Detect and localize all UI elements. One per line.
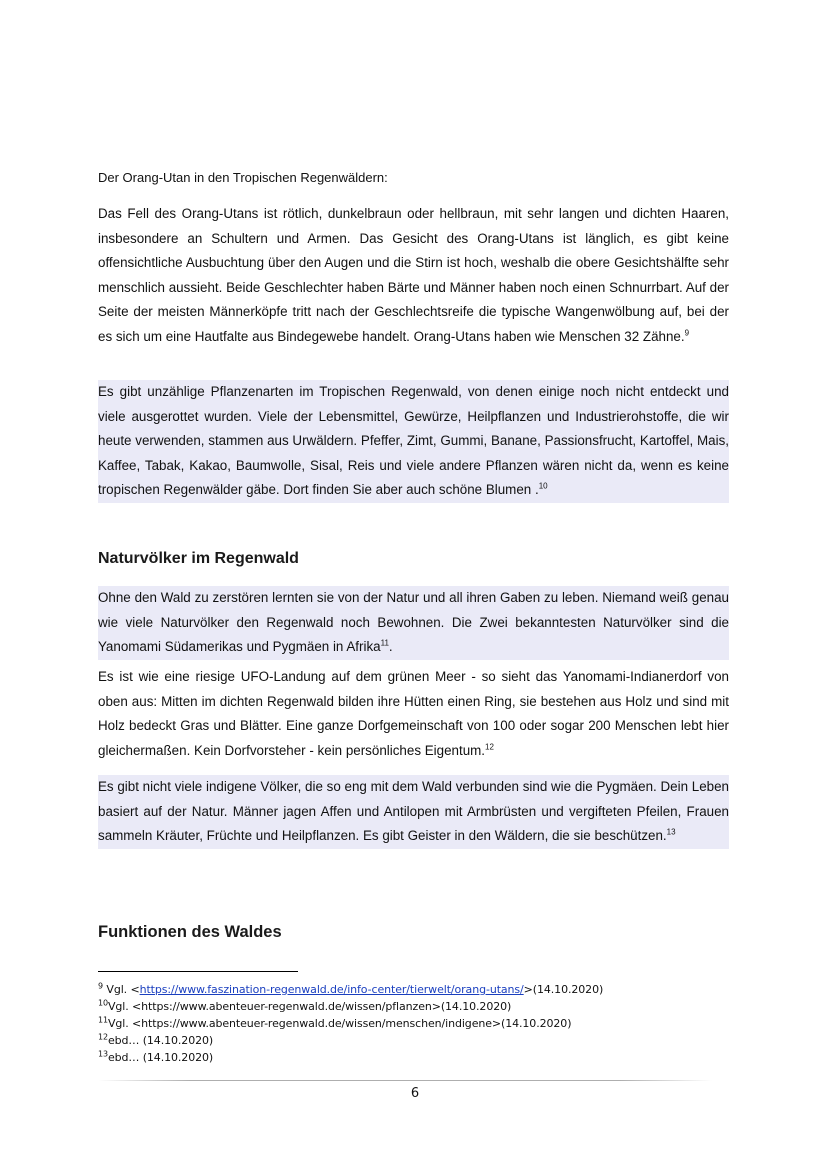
paragraph-tail: . [388, 639, 393, 654]
footnote-link[interactable]: https://www.faszination-regenwald.de/info-center/tierwelt/orang-utans/ [139, 983, 524, 996]
paragraph-text: Es gibt unzählige Pflanzenarten im Tropischen Regenwald, von denen einige noch nicht entdeckt und viele ausgerottet wurden. Viele der Lebensmittel, Gewürze, Heilpflanzen und Industrierohstoffe, die wir heute verwenden, stammen aus Urwäldern. Pfeffer, Zimt, Gummi, Banane, Passionsfrucht, Kartoffel, Mais, Kaffee, Tabak, Kakao, Baumwolle, Sisal, Reis und viele andere Pflanzen wären nicht da, wenn es keine tropischen Regenwälder gäbe. Dort finden Sie aber auch schöne Blumen . [98, 384, 729, 497]
paragraph-pflanzenarten [98, 380, 729, 503]
footnote-number: 12 [98, 1032, 108, 1042]
footnote-ref[interactable]: 10 [538, 481, 548, 491]
footnote-9 [98, 981, 738, 998]
paragraph-text: Das Fell des Orang-Utans ist rötlich, dunkelbraun oder hellbraun, mit sehr langen und dichten Haaren, insbesondere an Schultern und Armen. Das Gesicht des Orang-Utans ist länglich, es gibt keine offensichtliche Ausbuchtung über den Augen und die Stirn ist hoch, weshalb die obere Gesichtshälfte sehr menschlich aussieht. Beide Geschlechter haben Bärte und Männer haben noch einen Schnurrbart. Auf der Seite der meisten Männerköpfe tritt nach der Geschlechtsreife die typische Wangenwölbung auf, bei der es sich um eine Hautfalte aus Bindegewebe handelt. Orang-Utans haben wie Menschen 32 Zähne. [98, 206, 729, 344]
footnote-13 [98, 1049, 738, 1066]
paragraph-pygmaeen [98, 775, 729, 849]
footnote-number: 13 [98, 1049, 108, 1059]
footnote-number: 10 [98, 998, 108, 1008]
footnote-ref[interactable]: 12 [485, 742, 494, 752]
footnotes [98, 981, 738, 1066]
page-number: 6 [410, 1086, 420, 1101]
paragraph-orang-utan-fell [98, 202, 729, 349]
footer-divider [98, 1080, 712, 1081]
document-page [98, 0, 729, 1171]
paragraph-naturvoelker [98, 586, 729, 660]
footnote-prefix: Vgl. < [103, 983, 140, 996]
heading-naturvoelker: Naturvölker im Regenwald [98, 550, 299, 567]
footnote-text: Vgl. <https://www.abenteuer-regenwald.de/wissen/pflanzen>(14.10.2020) [107, 1000, 512, 1013]
paragraph-yanomami [98, 665, 729, 763]
footnote-ref[interactable]: 9 [684, 328, 690, 338]
paragraph-text: Es ist wie eine riesige UFO-Landung auf dem grünen Meer - so sieht das Yanomami-Indianerdorf von oben aus: Mitten im dichten Regenwald bilden ihre Hütten einen Ring, sie bestehen aus Holz und sind mit Holz bedeckt Gras und Blätter. Eine ganze Dorfgemeinschaft von 100 oder sogar 200 Menschen lebt hier gleichermaßen. Kein Dorfvorsteher - kein persönliches Eigentum. [98, 669, 729, 758]
footnote-10 [98, 998, 738, 1015]
footnote-11 [98, 1015, 738, 1032]
footnote-separator [98, 971, 298, 972]
section-intro: Der Orang-Utan in den Tropischen Regenwäldern: [98, 170, 388, 185]
footnote-text: ebd… (14.10.2020) [107, 1034, 214, 1047]
footnote-number: 11 [98, 1015, 108, 1025]
paragraph-text: Es gibt nicht viele indigene Völker, die so eng mit dem Wald verbunden sind wie die Pygmäen. Dein Leben basiert auf der Natur. Männer jagen Affen und Antilopen mit Armbrüsten und vergifteten Pfeilen, Frauen sammeln Kräuter, Früchte und Heilpflanzen. Es gibt Geister in den Wäldern, die sie beschützen. [98, 779, 729, 843]
footnote-number: 9 [98, 981, 103, 991]
footnote-ref[interactable]: 13 [666, 827, 676, 837]
footnote-12 [98, 1032, 738, 1049]
footnote-suffix: >(14.10.2020) [523, 983, 604, 996]
heading-funktionen: Funktionen des Waldes [98, 923, 282, 941]
footnote-text: Vgl. <https://www.abenteuer-regenwald.de/wissen/menschen/indigene>(14.10.2020) [107, 1017, 572, 1030]
footnote-ref[interactable]: 11 [380, 638, 389, 648]
footnote-text: ebd… (14.10.2020) [107, 1051, 214, 1064]
paragraph-text: Ohne den Wald zu zerstören lernten sie von der Natur und all ihren Gaben zu leben. Niemand weiß genau wie viele Naturvölker den Regenwald noch Bewohnen. Die Zwei bekanntesten Naturvölker sind die Yanomami Südamerikas und Pygmäen in Afrika [98, 590, 729, 654]
